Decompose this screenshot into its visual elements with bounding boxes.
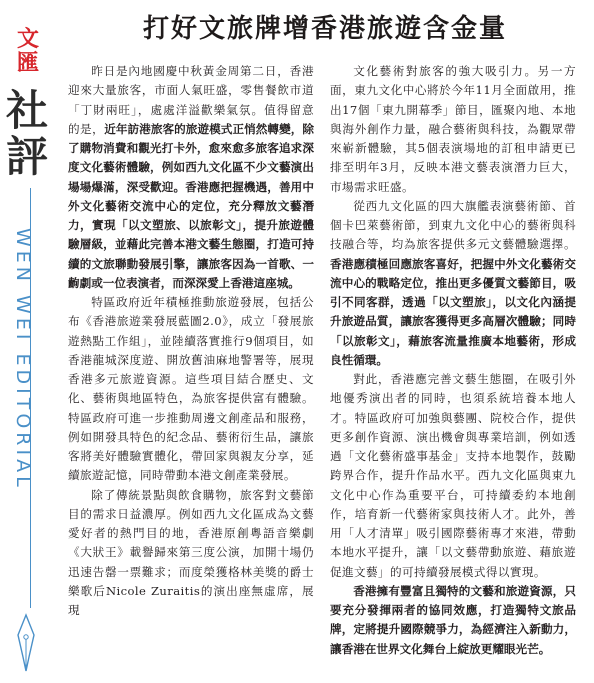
- article-paragraph: [330, 582, 576, 659]
- wenwei-logo: 文 匯: [16, 27, 39, 76]
- article-paragraph: [330, 370, 576, 582]
- article-paragraph: [68, 486, 314, 621]
- article-paragraph: [68, 62, 314, 293]
- body-text: 特區政府近年積極推動旅遊發展，包括公布《香港旅遊業發展藍圖2.0》，成立「發展旅遊熱點工作組」，並陸續落實推行9個項目，如香港龍城深度遊、開放舊油麻地警署等，展現香港多元旅遊資源。這些項目結合歷史、文化、藝術與地區特色，為旅客提供富有體驗。特區政府可進一步推動周邊文創產品和服務，例如開發具特色的紀念品、藝術衍生品，讓旅客將美好體驗實體化，帶回家與親友分享，延續旅遊記憶，同時帶動本港文創產業發展。: [68, 295, 314, 483]
- emphasized-text: 香港擁有豐富且獨特的文藝和旅遊資源，只要充分發揮兩者的協同效應，打造獨特文旅品牌，定將提升國際競爭力，為經濟注入新動力，讓香港在世界文化舞台上綻放更耀眼光芒。: [330, 583, 576, 656]
- article-title: 打好文旅牌增香港旅遊含金量: [142, 14, 507, 44]
- article-paragraph: [330, 62, 576, 197]
- emphasized-text: 近年訪港旅客的旅遊模式正悄然轉變，除了購物消費和觀光打卡外，愈來愈多旅客追求深度文化藝術體驗，例如西九文化區不少文藝演出場場爆滿，深受歡迎。香港應把握機遇，善用中外文化藝術交流中心的定位，充分釋放文藝潛力，實現「以文塑旅、以旅彰文」，提升旅遊體驗層級，並藉此完善本港文藝生態圈，打造可持續的文旅聯動發展引擎，讓旅客因為一首歌、一齣劇或一位表演者，而深深愛上香港這座城。: [68, 121, 314, 290]
- editorial-english-label: WEN WEI EDITORIAL: [12, 228, 34, 491]
- emphasized-text: 香港應積極回應旅客喜好，把握中外文化藝術交流中心的戰略定位，推出更多優質文藝節目，吸引不同客群，透過「以文塑旅」，以文化內涵提升旅遊品質，讓旅客獲得更多高層次體驗；同時「以旅彰文」，藉旅客流量推廣本地藝術，形成良性循環。: [330, 256, 576, 367]
- body-text: 昨日是內地國慶中秋黃金周第二日，香港迎來大量旅客，市面人氣旺盛，零售餐飲市道「丁財兩旺」，處處洋溢歡樂氣氛。值得留意的是，: [68, 64, 314, 136]
- masthead-sidebar: [4, 28, 48, 678]
- fountain-pen-nib-icon: [14, 613, 38, 673]
- body-text: 從西九文化區的四大旗艦表演藝術節、首個卡巴萊藝術節，到東九文化中心的藝術與科技融合等，均為旅客提供多元文藝體驗選擇。: [330, 198, 576, 252]
- article-paragraph: [68, 293, 314, 486]
- article-paragraph: [330, 197, 576, 370]
- section-label-shepping: 社 評: [6, 86, 49, 181]
- body-text: 除了傳統景點與飲食購物，旅客對文藝節目的需求日益濃厚。例如西九文化區成為文藝愛好者的熱門目的地，香港原創粵語音樂劇《大狀王》載譽歸來第三度公演，加開十場仍迅速告罄一票難求；而度榮獲格林美獎的爵士樂歌后Nicole Zuraitis的演出座無虛席，展現: [68, 487, 314, 617]
- article-column-left: [68, 62, 314, 620]
- body-text: 對此，香港應完善文藝生態圈，在吸引外地優秀演出者的同時，也須系統培養本地人才。特區政府可加強與藝團、院校合作，提供更多創作資源、演出機會與專業培訓，例如透過「文化藝術盛事基金」支持本地製作，鼓勵跨界合作，提升作品水平。西九文化區與東九文化中心作為重要平台，可持續委約本地創作，培育新一代藝術家與技術人才。此外，善用「人才清單」吸引國際藝術專才來港，帶動本地水平提升，讓「以文藝帶動旅遊、藉旅遊促進文藝」的可持續發展模式得以實現。: [330, 372, 576, 579]
- article-column-right: [330, 62, 576, 659]
- body-text: 文化藝術對旅客的強大吸引力。另一方面，東九文化中心將於今年11月全面啟用，推出17個「東九開幕季」節目，匯聚內地、本地與海外創作力量，融合藝術與科技，為觀眾帶來嶄新體驗，其5個表演場地的訂租申請更已排至明年3月，反映本港文藝表演潛力巨大，市場需求旺盛。: [330, 64, 576, 194]
